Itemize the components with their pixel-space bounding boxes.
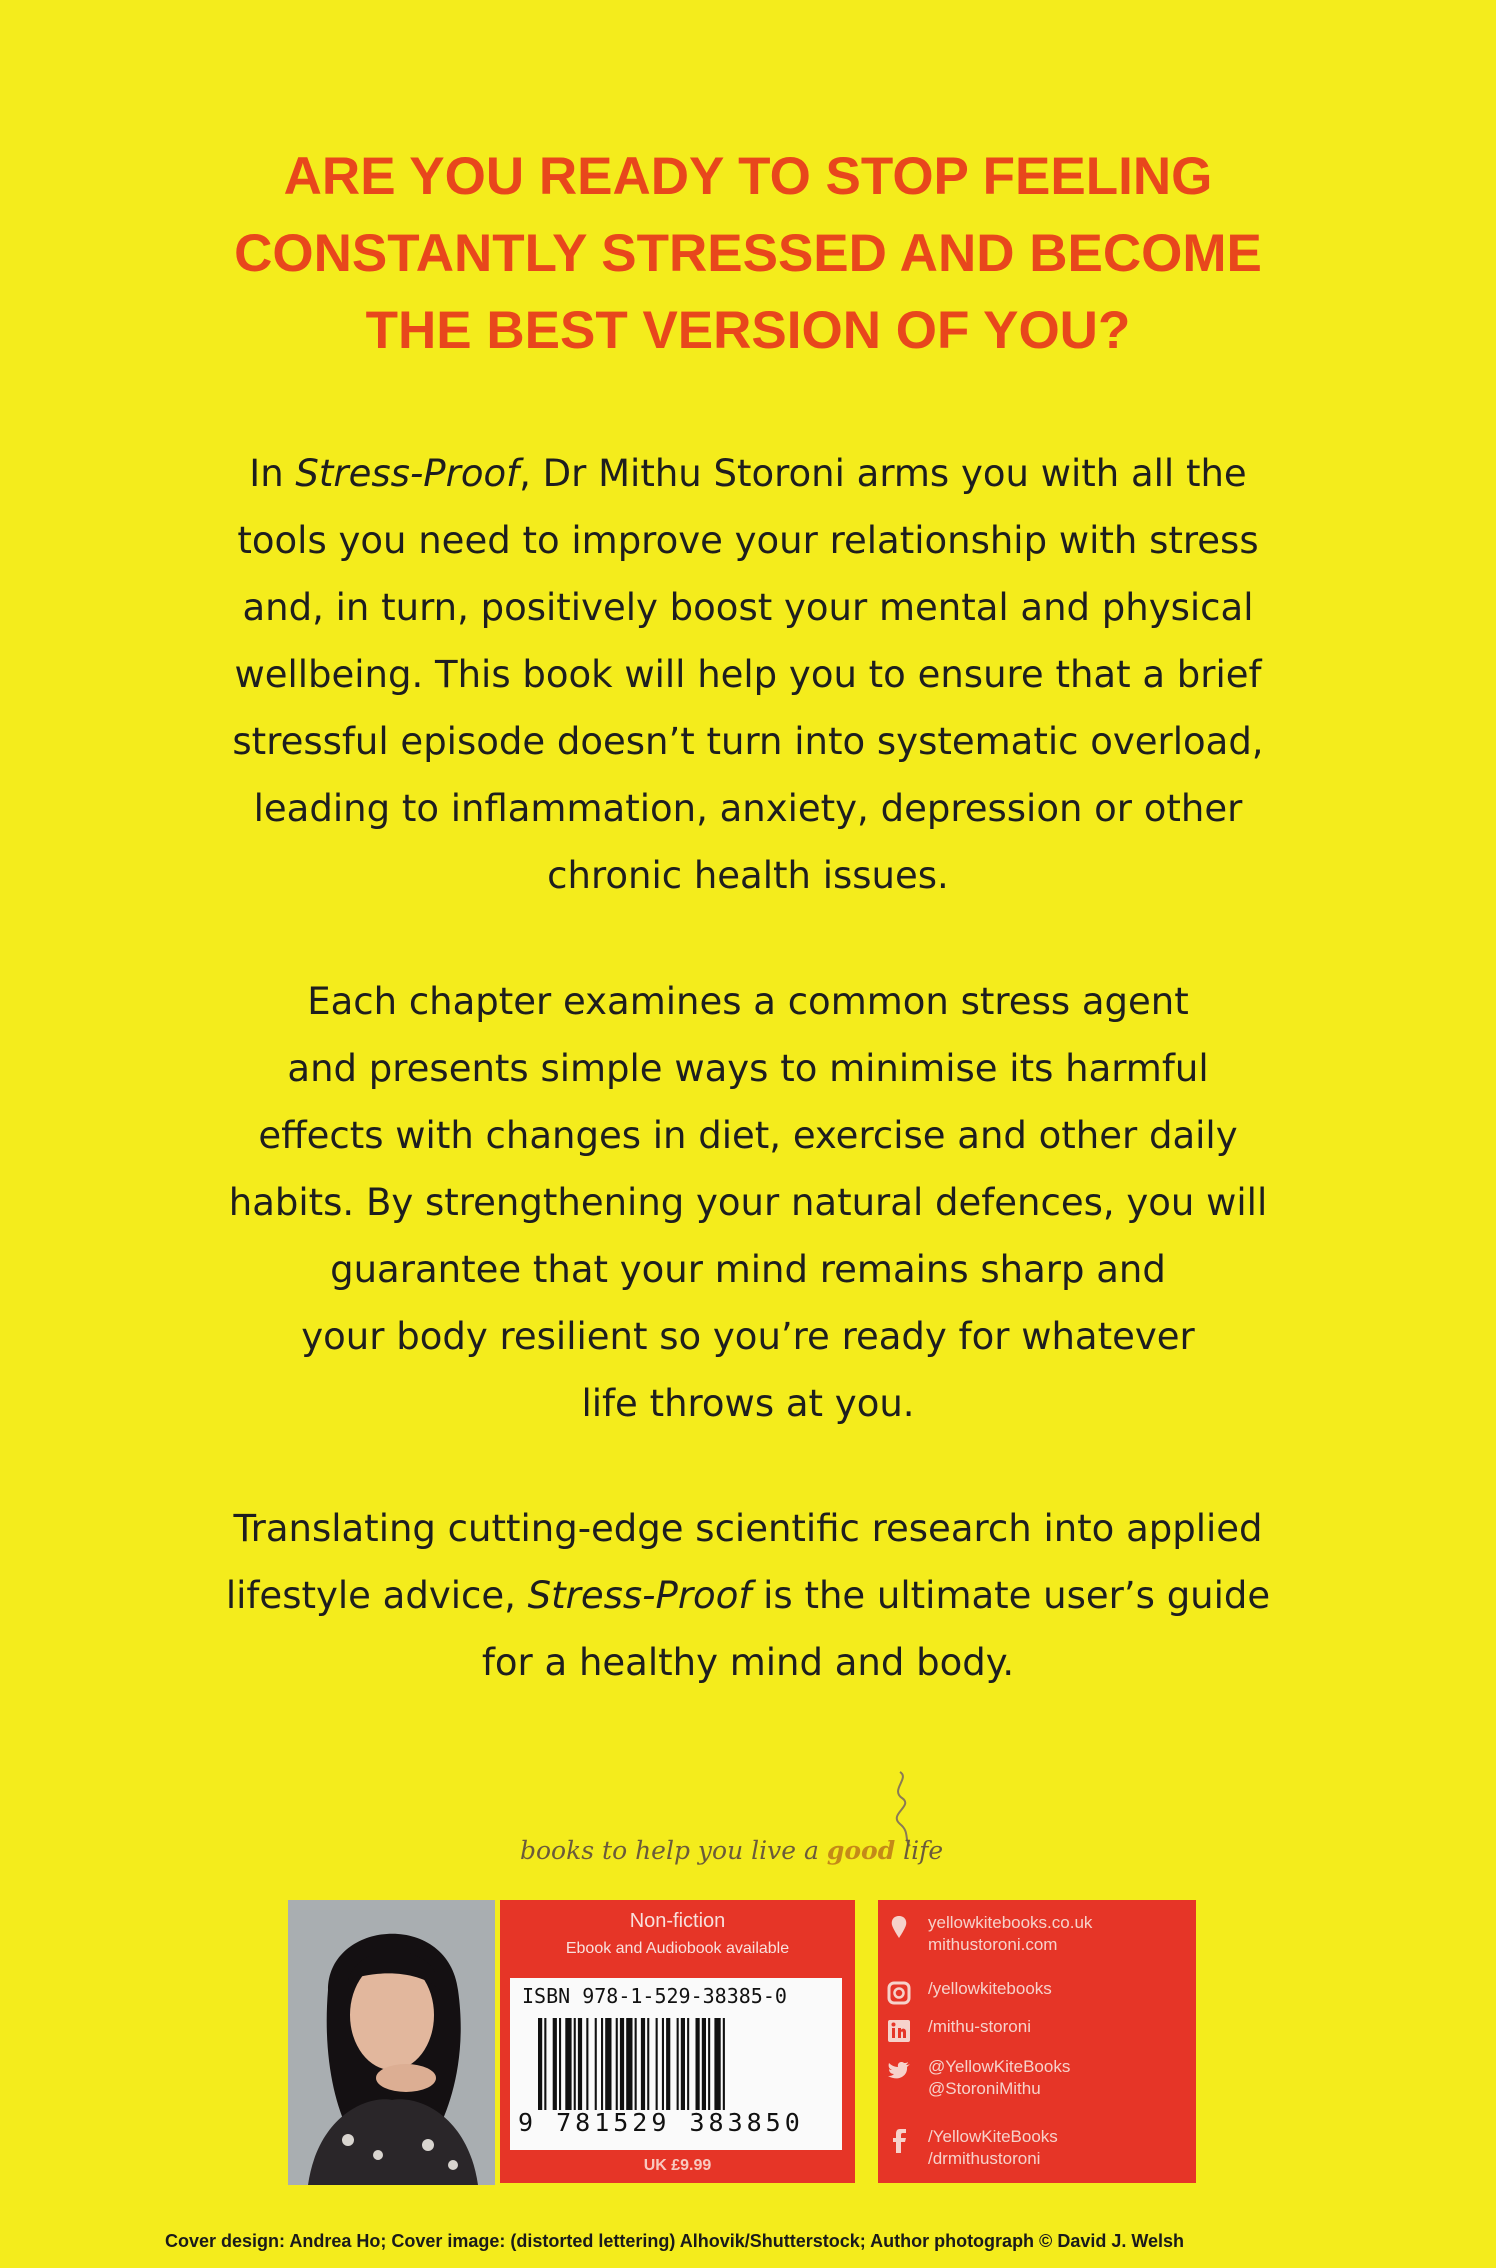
- barcode-bar: [578, 2018, 582, 2110]
- barcode-bar: [656, 2018, 658, 2110]
- isbn-barcode: [510, 1978, 842, 2150]
- headline-line: THE BEST VERSION OF YOU?: [365, 301, 1131, 360]
- formats-label: Ebook and Audiobook available: [565, 1940, 790, 1957]
- barcode-bar: [696, 2018, 700, 2110]
- barcode-bar: [647, 2018, 649, 2110]
- twitter-handle-1[interactable]: @YellowKiteBooks: [928, 2057, 1071, 2076]
- facebook-handles: [928, 2126, 1058, 2170]
- barcode-bar: [702, 2018, 706, 2110]
- barcode-bar: [538, 2018, 542, 2110]
- barcode-bar: [544, 2018, 546, 2110]
- social-links-panel: [878, 1900, 1196, 2183]
- paragraph-line: your body resilient so you’re ready for whatever: [301, 1315, 1195, 1358]
- website-links: [928, 1912, 1092, 1956]
- barcode-bar: [666, 2018, 670, 2110]
- barcode-bar: [681, 2018, 685, 2110]
- headline-line: CONSTANTLY STRESSED AND BECOME: [234, 224, 1262, 283]
- barcode-bar: [601, 2018, 603, 2110]
- book-title-italic: Stress-Proof: [295, 452, 520, 495]
- facebook-handle-1[interactable]: /YellowKiteBooks: [928, 2127, 1058, 2146]
- link-mithustoroni[interactable]: mithustoroni.com: [928, 1935, 1058, 1954]
- paragraph-line: stressful episode doesn’t turn into systematic overload,: [232, 720, 1264, 763]
- twitter-handle-2[interactable]: @StoroniMithu: [928, 2079, 1041, 2098]
- publisher-tagline: [520, 1836, 944, 1865]
- text-span: , Dr Mithu Storoni arms you with all the: [519, 452, 1247, 495]
- headline-line: ARE YOU READY TO STOP FEELING: [283, 147, 1213, 206]
- isbn-label: ISBN 978-1-529-38385-0: [522, 1984, 787, 2008]
- paragraph-line: tools you need to improve your relationship with stress: [237, 519, 1259, 562]
- barcode-bar: [677, 2018, 679, 2110]
- paragraph-line: habits. By strengthening your natural defences, you will: [228, 1181, 1268, 1224]
- paragraph-line: leading to inflammation, anxiety, depression or other: [253, 787, 1243, 830]
- barcode-bar: [574, 2018, 576, 2110]
- facebook-icon: [886, 2128, 912, 2154]
- barcode-bar: [635, 2018, 637, 2110]
- linkedin-icon: [886, 2018, 912, 2044]
- cover-credits: Cover design: Andrea Ho; Cover image: (distorted lettering) Alhovik/Shutterstock; Author photograph © David J. Welsh: [165, 2231, 1185, 2251]
- barcode-bar: [687, 2018, 689, 2110]
- barcode-bars: [538, 2018, 814, 2110]
- link-yellowkite[interactable]: yellowkitebooks.co.uk: [928, 1913, 1093, 1932]
- price-label: UK £9.99: [643, 2157, 712, 2174]
- paragraph-line: Translating cutting-edge scientific research into applied: [233, 1507, 1263, 1550]
- barcode-bar: [662, 2018, 664, 2110]
- facebook-handle-2[interactable]: /drmithustoroni: [928, 2149, 1041, 2168]
- paragraph-line: guarantee that your mind remains sharp and: [330, 1248, 1166, 1291]
- blurb-paragraph-2: [100, 968, 1396, 1437]
- barcode-bar: [559, 2018, 561, 2110]
- barcode-bar: [565, 2018, 571, 2110]
- barcode-bar: [586, 2018, 588, 2110]
- author-portrait-image: [288, 1900, 495, 2185]
- tagline-text: books to help you live a: [520, 1836, 827, 1865]
- text-span: lifestyle advice,: [225, 1574, 528, 1617]
- text-span: In: [249, 452, 296, 495]
- barcode-bar: [553, 2018, 557, 2110]
- linkedin-handle[interactable]: /mithu-storoni: [928, 2017, 1031, 2036]
- barcode-bar: [620, 2018, 624, 2110]
- paragraph-line: [100, 440, 1396, 507]
- blurb-paragraph-1: [100, 440, 1396, 909]
- instagram-handle[interactable]: /yellowkitebooks: [928, 1979, 1052, 1998]
- barcode-bar: [641, 2018, 645, 2110]
- author-photo: [288, 1900, 495, 2185]
- location-pin-icon: [886, 1914, 912, 1940]
- book-title-italic: Stress-Proof: [527, 1574, 752, 1617]
- barcode-bar: [626, 2018, 632, 2110]
- paragraph-line: Each chapter examines a common stress agent: [307, 980, 1189, 1023]
- headline: [100, 138, 1396, 369]
- barcode-bar: [605, 2018, 611, 2110]
- paragraph-line: [100, 1562, 1396, 1629]
- barcode-bar: [723, 2018, 725, 2110]
- tagline-text: life: [895, 1836, 944, 1865]
- instagram-icon: [886, 1980, 912, 2006]
- category-label: Non-fiction: [629, 1910, 726, 1932]
- paragraph-line: chronic health issues.: [547, 854, 949, 897]
- twitter-icon: [886, 2058, 912, 2084]
- barcode-bar: [616, 2018, 618, 2110]
- text-span: is the ultimate user’s guide: [751, 1574, 1271, 1617]
- paragraph-line: life throws at you.: [581, 1382, 915, 1425]
- paragraph-line: wellbeing. This book will help you to ensure that a brief: [234, 653, 1262, 696]
- twitter-handles: [928, 2056, 1070, 2100]
- paragraph-line: effects with changes in diet, exercise and other daily: [258, 1114, 1238, 1157]
- blurb-paragraph-3: [100, 1495, 1396, 1696]
- barcode-bar: [708, 2018, 710, 2110]
- paragraph-line: and, in turn, positively boost your mental and physical: [242, 586, 1254, 629]
- barcode-digits: 9 781529 383850: [518, 2108, 804, 2137]
- paragraph-line: and presents simple ways to minimise its harmful: [287, 1047, 1209, 1090]
- barcode-bar: [714, 2018, 720, 2110]
- barcode-bar: [595, 2018, 597, 2110]
- tagline-good: good: [826, 1836, 896, 1865]
- paragraph-line: for a healthy mind and body.: [481, 1641, 1015, 1684]
